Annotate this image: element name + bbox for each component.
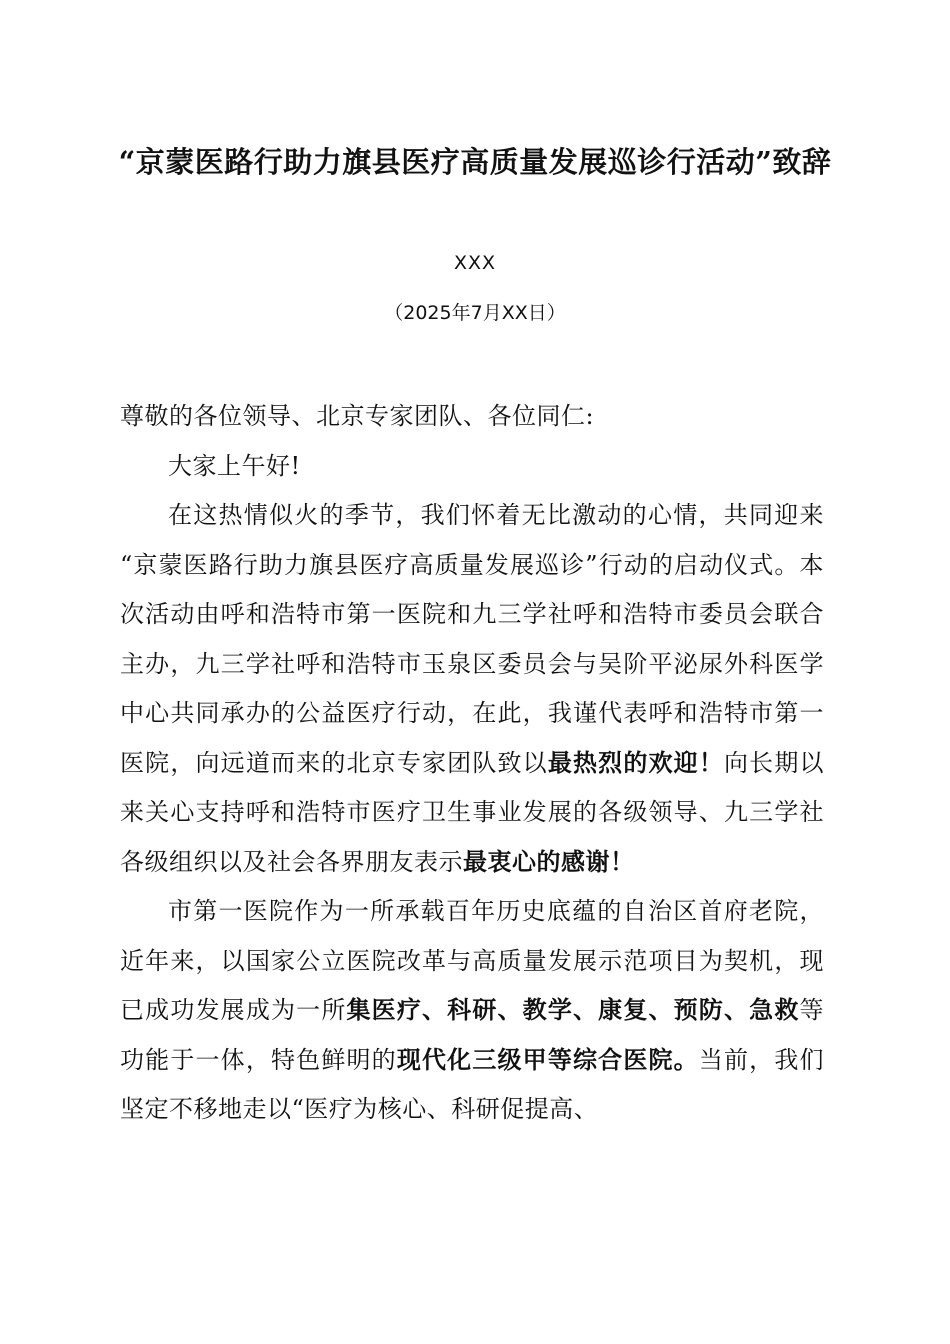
document-title: “京蒙医路行助力旗县医疗高质量发展巡诊行活动”致辞 <box>118 145 832 179</box>
author-name: XXX <box>453 252 497 274</box>
paragraph-text: 市第一医院作为一所承载百年历史底蕴的自治区首府老院，近年来，以国家公立医院改革与高质量发展示范项目为契机，现已成功发展成为一所 <box>120 897 824 1024</box>
paragraph-text: 向长期以来关心支持呼和浩特市医疗卫生事业发展的各级领导、九三学社各级组织以及社会各界朋友表示 <box>120 748 825 876</box>
emphasis-text: 最热烈的欢迎！ <box>547 748 725 777</box>
salutation: 尊敬的各位领导、北京专家团队、各位同仁: <box>120 402 595 430</box>
emphasis-text: 现代化三级甲等综合医院。 <box>396 1045 699 1074</box>
paragraph-hospital <box>120 887 824 1135</box>
paragraph-welcome <box>120 491 824 887</box>
paragraph-text: 当前，我们坚定不移地走以“医疗为核心、科研促提高、 <box>120 1045 825 1123</box>
emphasis-text: 最衷心的感谢！ <box>463 847 635 876</box>
speech-date: （2025年7月XX日） <box>384 302 566 324</box>
emphasis-text: 集医疗、科研、教学、康复、预防、急救 <box>346 996 800 1024</box>
paragraph-text: 等功能于一体，特色鲜明的 <box>120 996 824 1074</box>
greeting: 大家上午好! <box>168 451 301 480</box>
document-body <box>120 392 824 1135</box>
paragraph-text: 在这热情似火的季节，我们怀着无比激动的心情，共同迎来 “京蒙医路行助力旗县医疗高质量发展巡诊”行动的启动仪式。本次活动由呼和浩特市第一医院和九三学社呼和浩特市委员会联合主办，九三学社呼和浩特市玉泉区委员会与吴阶平泌尿外科医学中心共同承办的公益医疗行动，在此，我谨代表呼和浩特市第一医院，向远道而来的北京专家团队致以 <box>120 501 824 777</box>
